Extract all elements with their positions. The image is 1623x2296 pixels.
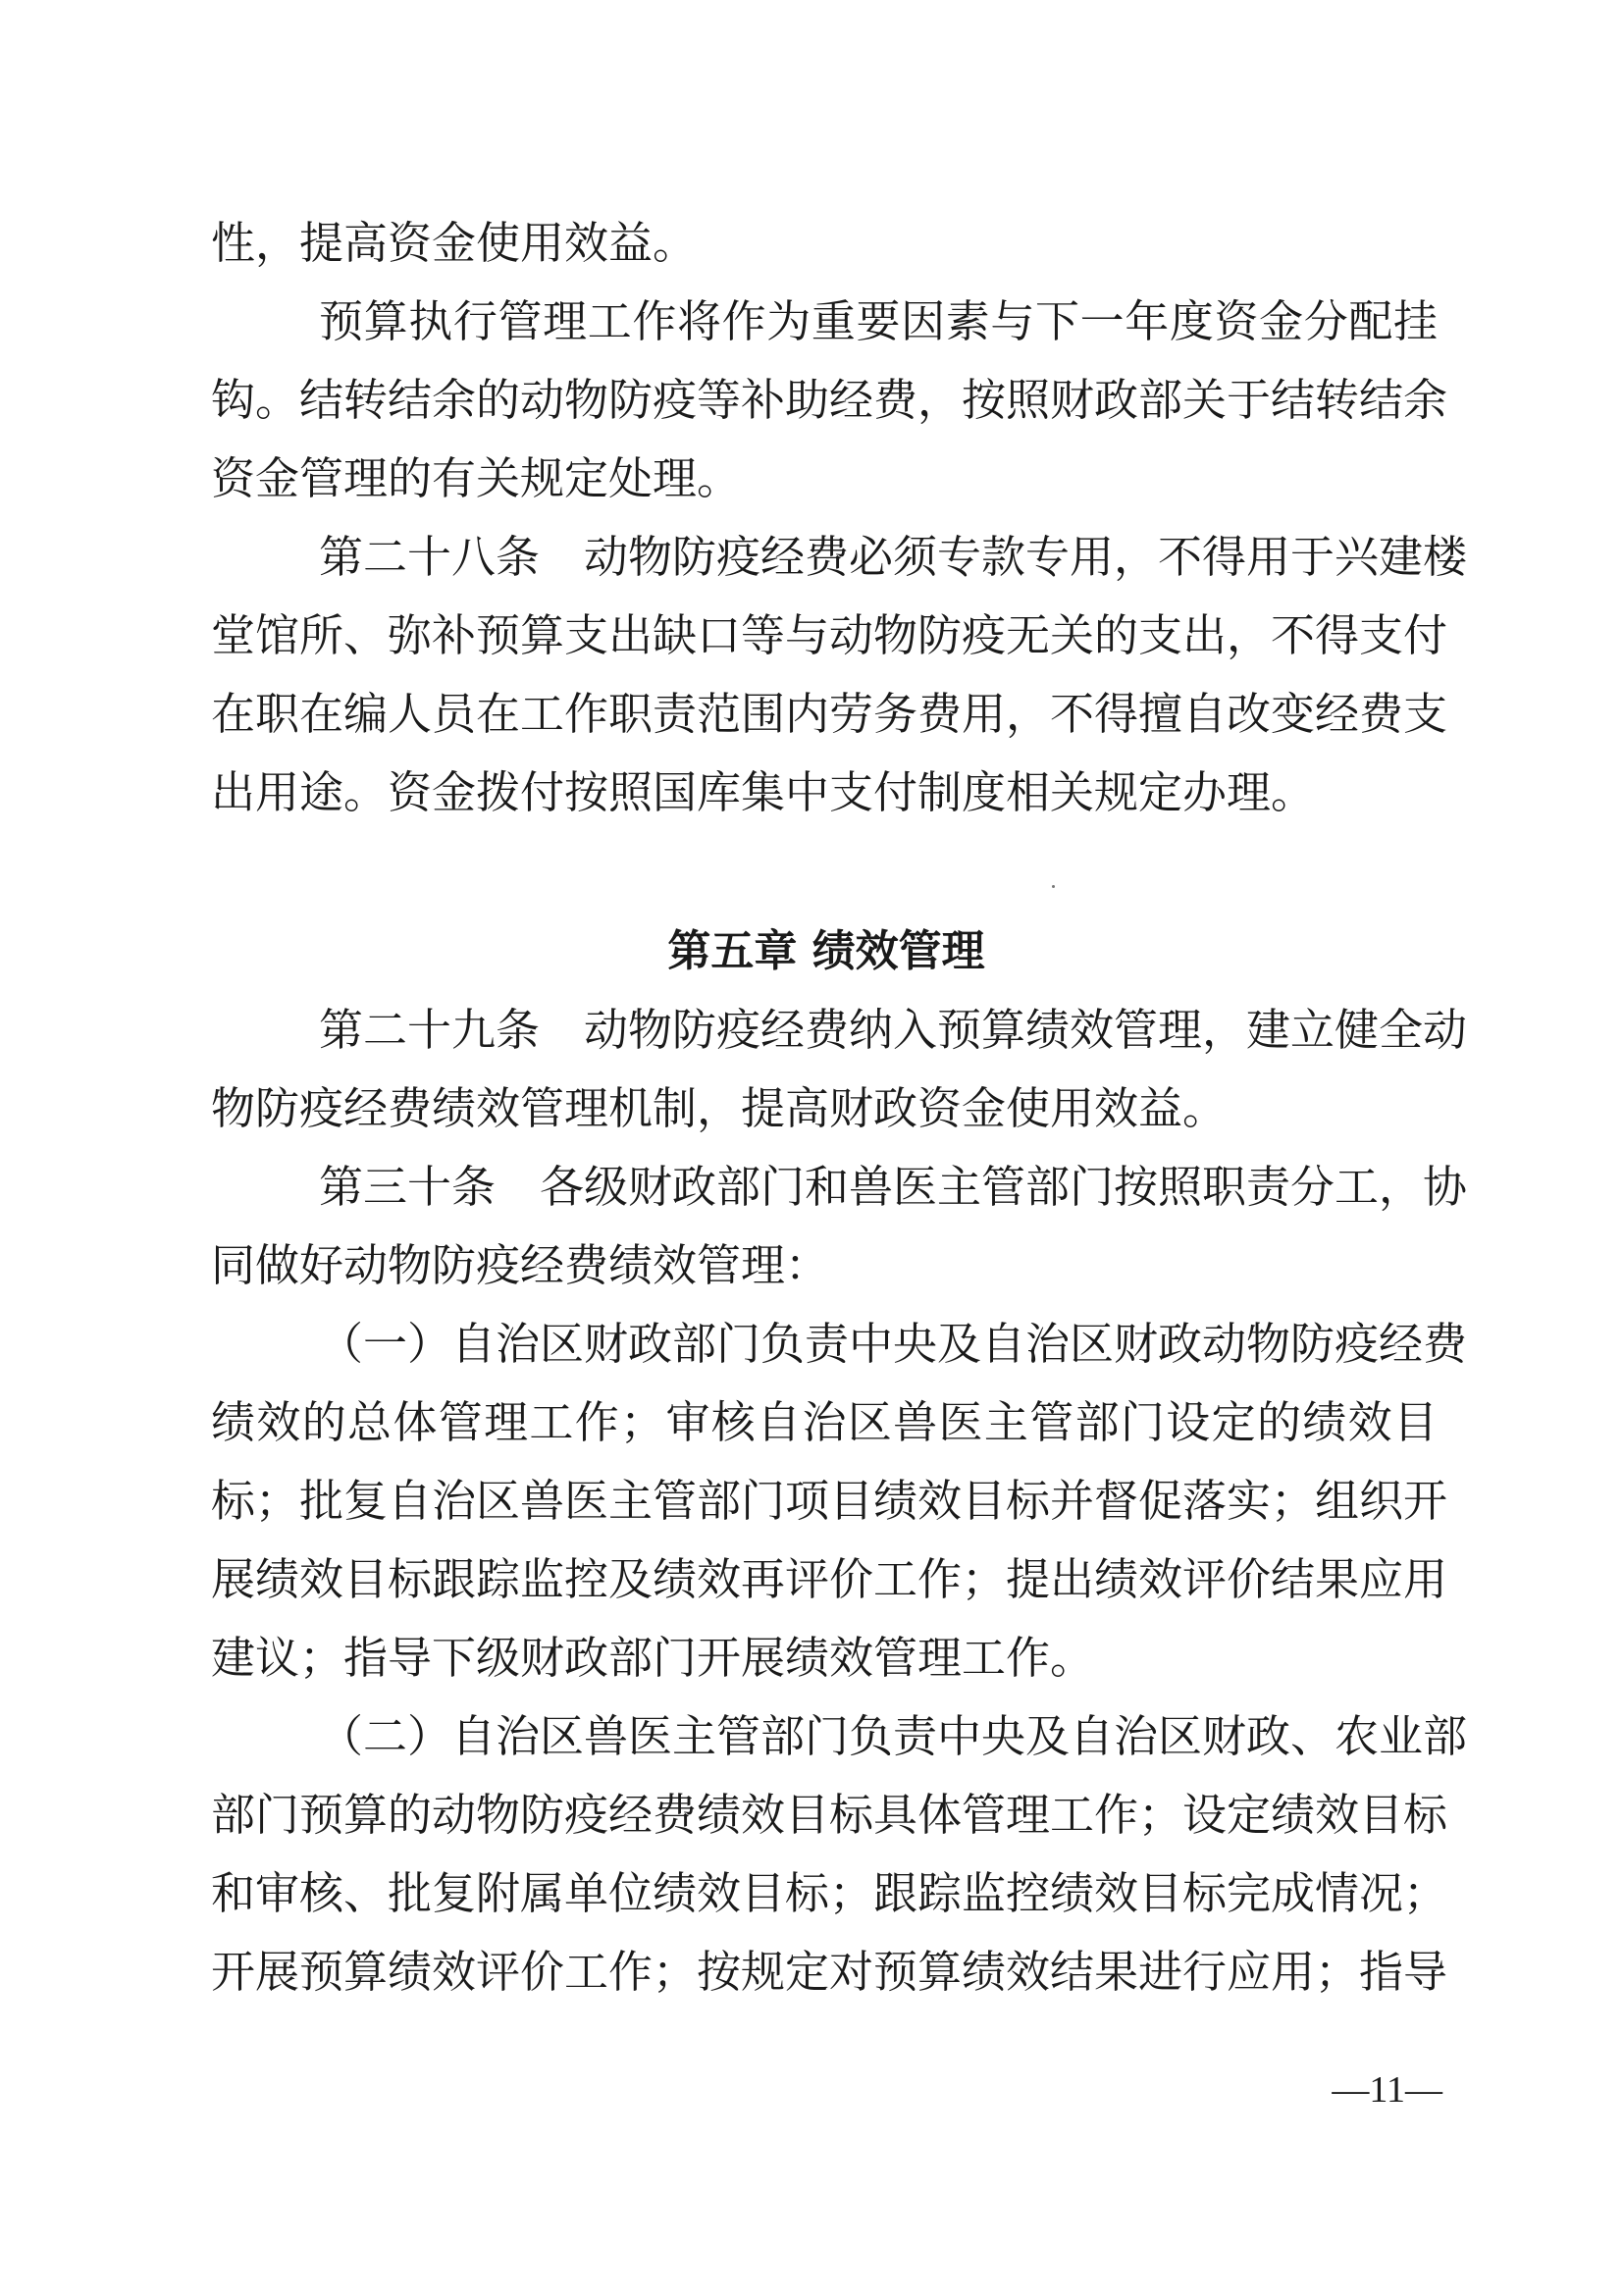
paragraph-line: 堂馆所、弥补预算支出缺口等与动物防疫无关的支出，不得支付 bbox=[211, 609, 1448, 661]
paragraph-line: 建议；指导下级财政部门开展绩效管理工作。 bbox=[211, 1632, 1095, 1684]
paragraph-line: 第二十八条 动物防疫经费必须专款专用，不得用于兴建楼 bbox=[319, 531, 1468, 583]
paragraph-line: 展绩效目标跟踪监控及绩效再评价工作；提出绩效评价结果应用 bbox=[211, 1553, 1448, 1605]
scan-speck bbox=[1052, 885, 1055, 888]
paragraph-line: 开展预算绩效评价工作；按规定对预算绩效结果进行应用；指导 bbox=[211, 1946, 1448, 1998]
page-number: —11— bbox=[1332, 2069, 1442, 2111]
paragraph-line: 资金管理的有关规定处理。 bbox=[211, 452, 742, 504]
paragraph-line: 性，提高资金使用效益。 bbox=[211, 217, 698, 269]
chapter-heading: 第五章 绩效管理 bbox=[667, 926, 985, 976]
paragraph-line: 部门预算的动物防疫经费绩效目标具体管理工作；设定绩效目标 bbox=[211, 1789, 1448, 1841]
paragraph-line: 绩效的总体管理工作；审核自治区兽医主管部门设定的绩效目 bbox=[211, 1396, 1438, 1448]
paragraph-line: 同做好动物防疫经费绩效管理： bbox=[211, 1239, 830, 1291]
paragraph-line: 和审核、批复附属单位绩效目标；跟踪监控绩效目标完成情况； bbox=[211, 1867, 1448, 1919]
paragraph-line: 钩。结转结余的动物防疫等补助经费，按照财政部关于结转结余 bbox=[211, 374, 1448, 426]
paragraph-line: 出用途。资金拨付按照国库集中支付制度相关规定办理。 bbox=[211, 766, 1316, 818]
paragraph-line: 第三十条 各级财政部门和兽医主管部门按照职责分工，协 bbox=[319, 1161, 1468, 1213]
paragraph-line: （一）自治区财政部门负责中央及自治区财政动物防疫经费 bbox=[319, 1318, 1468, 1370]
paragraph-line: 第二十九条 动物防疫经费纳入预算绩效管理，建立健全动 bbox=[319, 1004, 1468, 1056]
paragraph-line: （二）自治区兽医主管部门负责中央及自治区财政、农业部 bbox=[319, 1710, 1468, 1762]
paragraph-line: 标；批复自治区兽医主管部门项目绩效目标并督促落实；组织开 bbox=[211, 1475, 1448, 1527]
paragraph-line: 物防疫经费绩效管理机制，提高财政资金使用效益。 bbox=[211, 1082, 1228, 1134]
paragraph-line: 在职在编人员在工作职责范围内劳务费用，不得擅自改变经费支 bbox=[211, 688, 1448, 740]
paragraph-line: 预算执行管理工作将作为重要因素与下一年度资金分配挂 bbox=[319, 295, 1438, 347]
